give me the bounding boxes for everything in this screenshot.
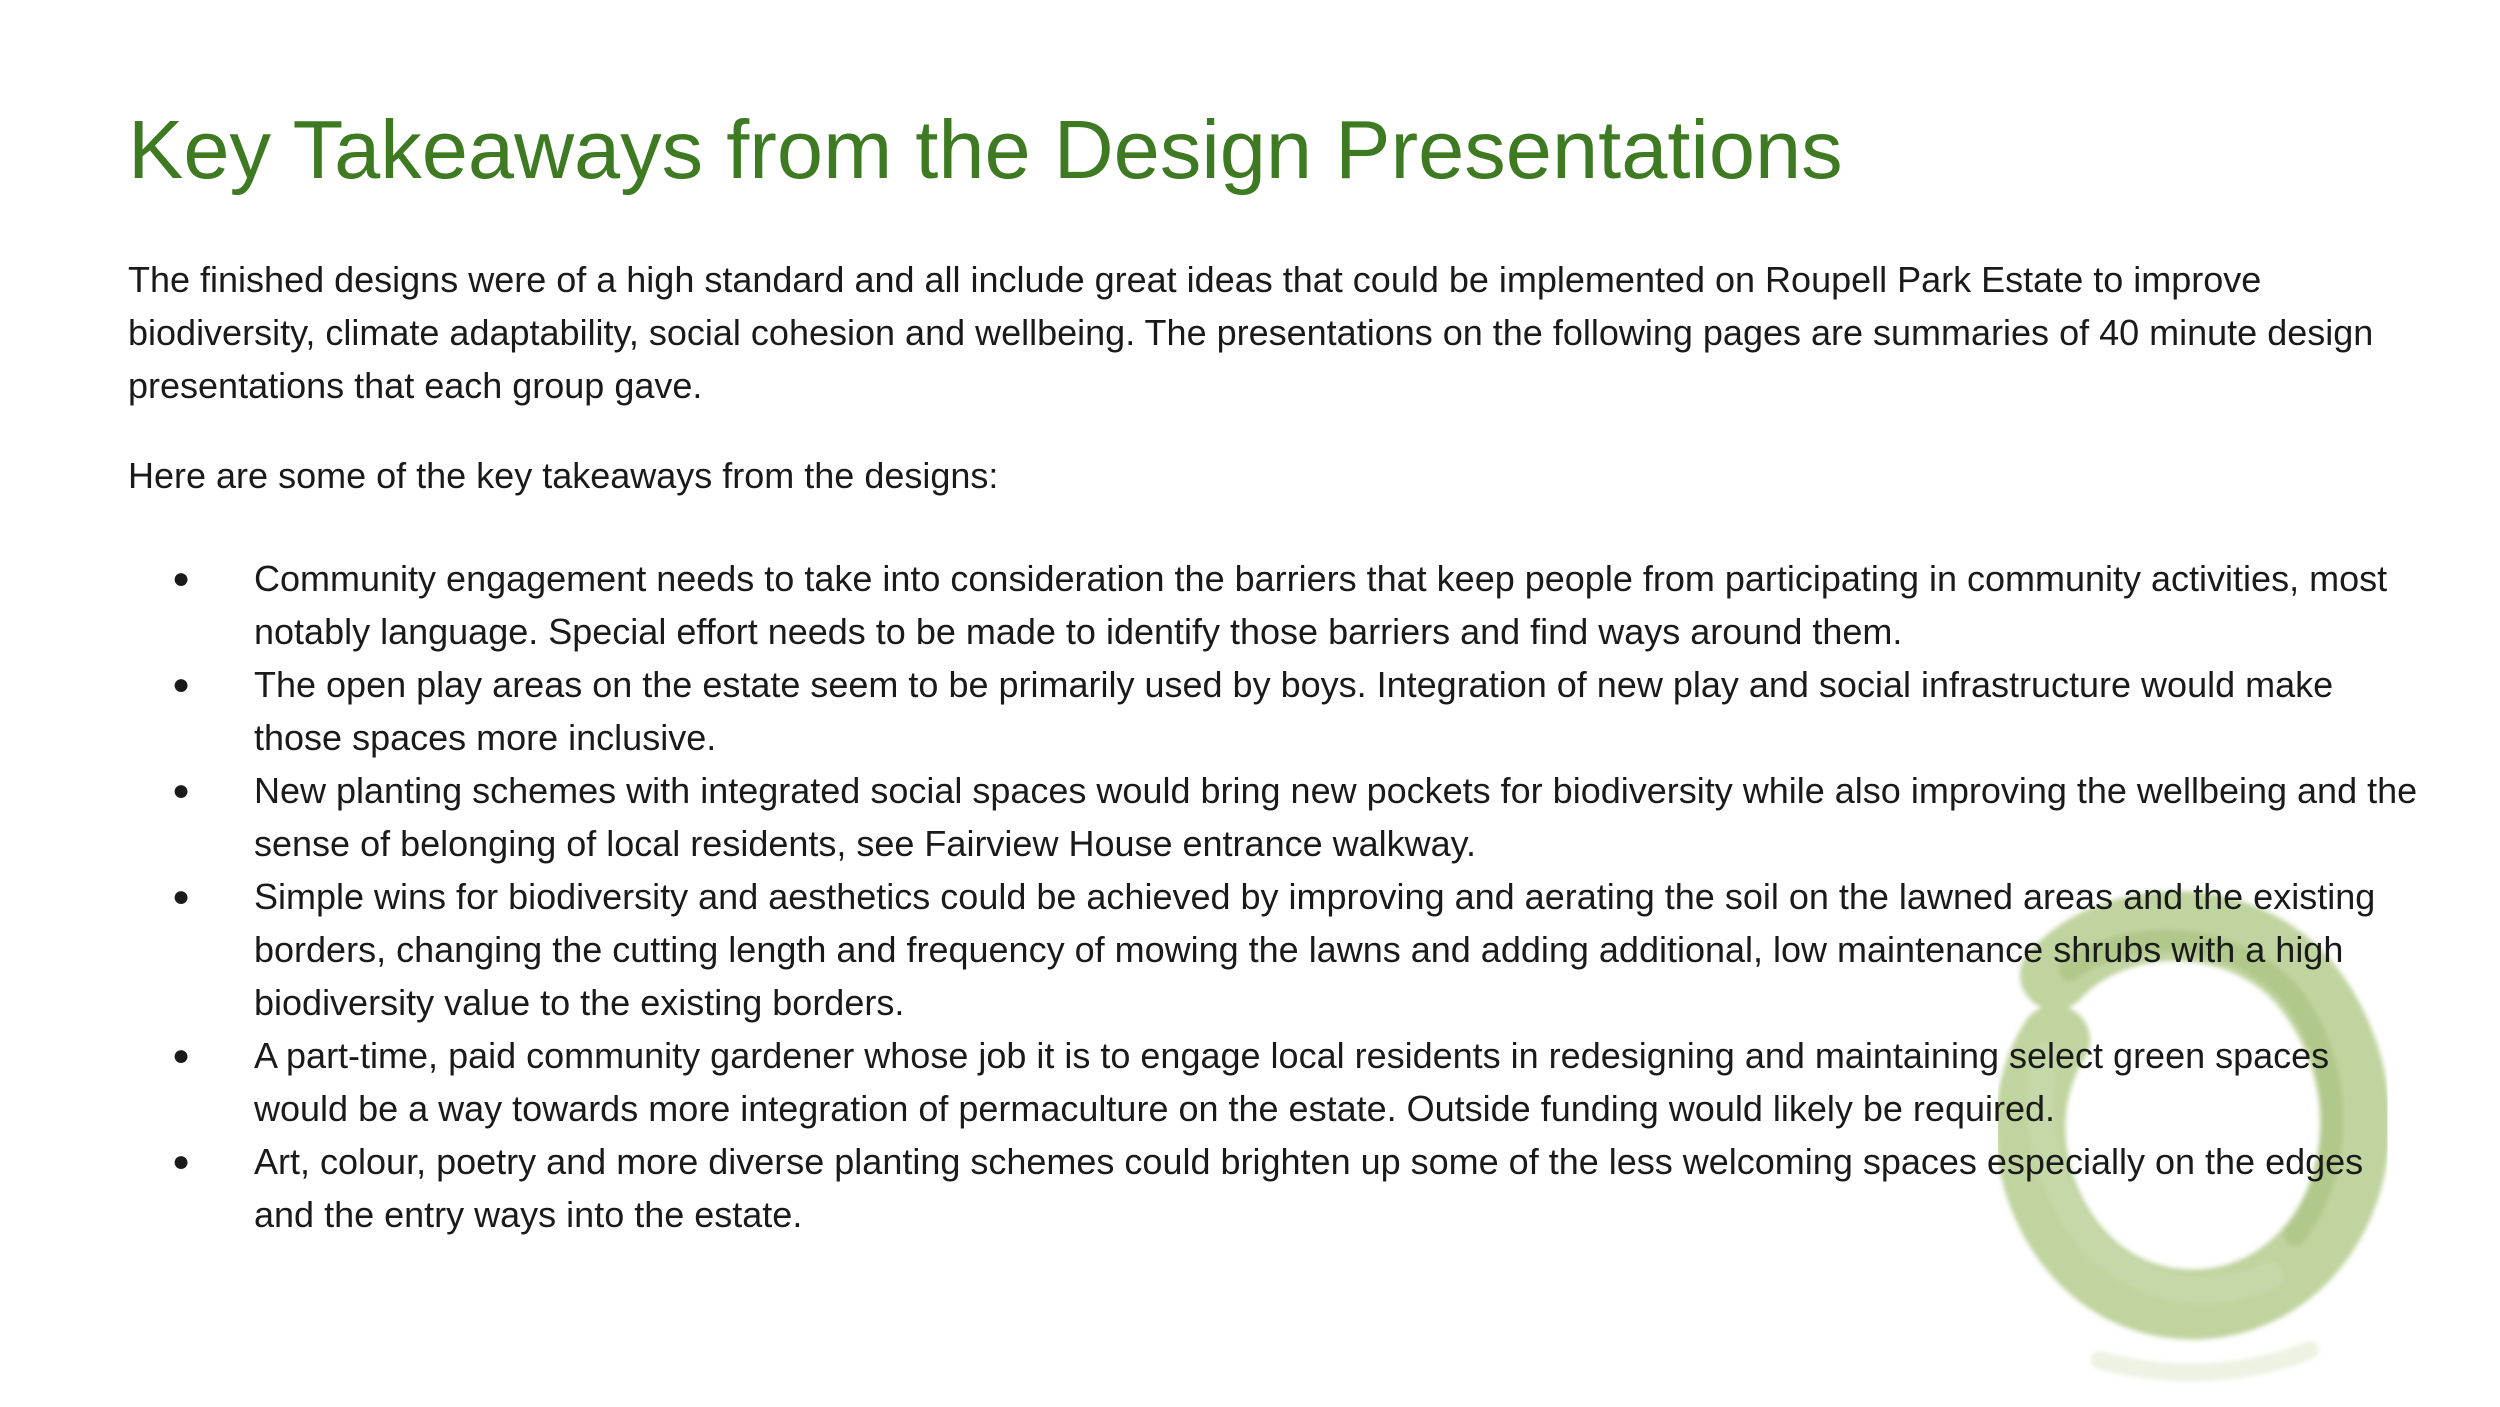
- list-item: [128, 870, 2428, 1029]
- bullet-icon: ●: [172, 1145, 191, 1178]
- bullet-icon: ●: [172, 562, 191, 595]
- bullet-icon: ●: [172, 668, 191, 701]
- list-item-text: Art, colour, poetry and more diverse planting schemes could brighten up some of the less welcoming spaces especially on the edges and the entry ways into the estate.: [254, 1141, 2364, 1235]
- takeaways-lead-text: Here are some of the key takeaways from the designs:: [128, 455, 999, 496]
- list-item: [128, 552, 2428, 658]
- list-item: [128, 1135, 2428, 1241]
- list-item-text: The open play areas on the estate seem to be primarily used by boys. Integration of new play and social infrastructure would make those spaces more inclusive.: [254, 664, 2334, 758]
- list-item-text: A part-time, paid community gardener whose job it is to engage local residents in redesigning and maintaining select green spaces would be a way towards more integration of permaculture on the estate. Outside funding would likely be required.: [254, 1035, 2330, 1129]
- list-item: [128, 658, 2428, 764]
- intro-paragraph: The finished designs were of a high standard and all include great ideas that could be implemented on Roupell Park Estate to improve biodiversity, climate adaptability, social cohesion and wellbeing. The presentations on the following pages are summaries of 40 minute design presentations that each group gave.: [128, 259, 2374, 406]
- takeaways-list: [128, 552, 2428, 1241]
- list-item-text: Community engagement needs to take into consideration the barriers that keep people from participating in community activities, most notably language. Special effort needs to be made to identify those barriers and find ways around them.: [254, 558, 2388, 652]
- page-title: Key Takeaways from the Design Presentations: [128, 103, 1843, 196]
- bullet-icon: ●: [172, 880, 191, 913]
- bullet-icon: ●: [172, 774, 191, 807]
- list-item: [128, 1029, 2428, 1135]
- bullet-icon: ●: [172, 1039, 191, 1072]
- list-item: [128, 764, 2428, 870]
- list-item-text: New planting schemes with integrated social spaces would bring new pockets for biodiversity while also improving the wellbeing and the sense of belonging of local residents, see Fairview House entrance walkway.: [254, 770, 2418, 864]
- list-item-text: Simple wins for biodiversity and aesthetics could be achieved by improving and aerating the soil on the lawned areas and the existing borders, changing the cutting length and frequency of mowing the lawns and adding additional, low maintenance shrubs with a high biodiversity value to the existing borders.: [254, 876, 2376, 1023]
